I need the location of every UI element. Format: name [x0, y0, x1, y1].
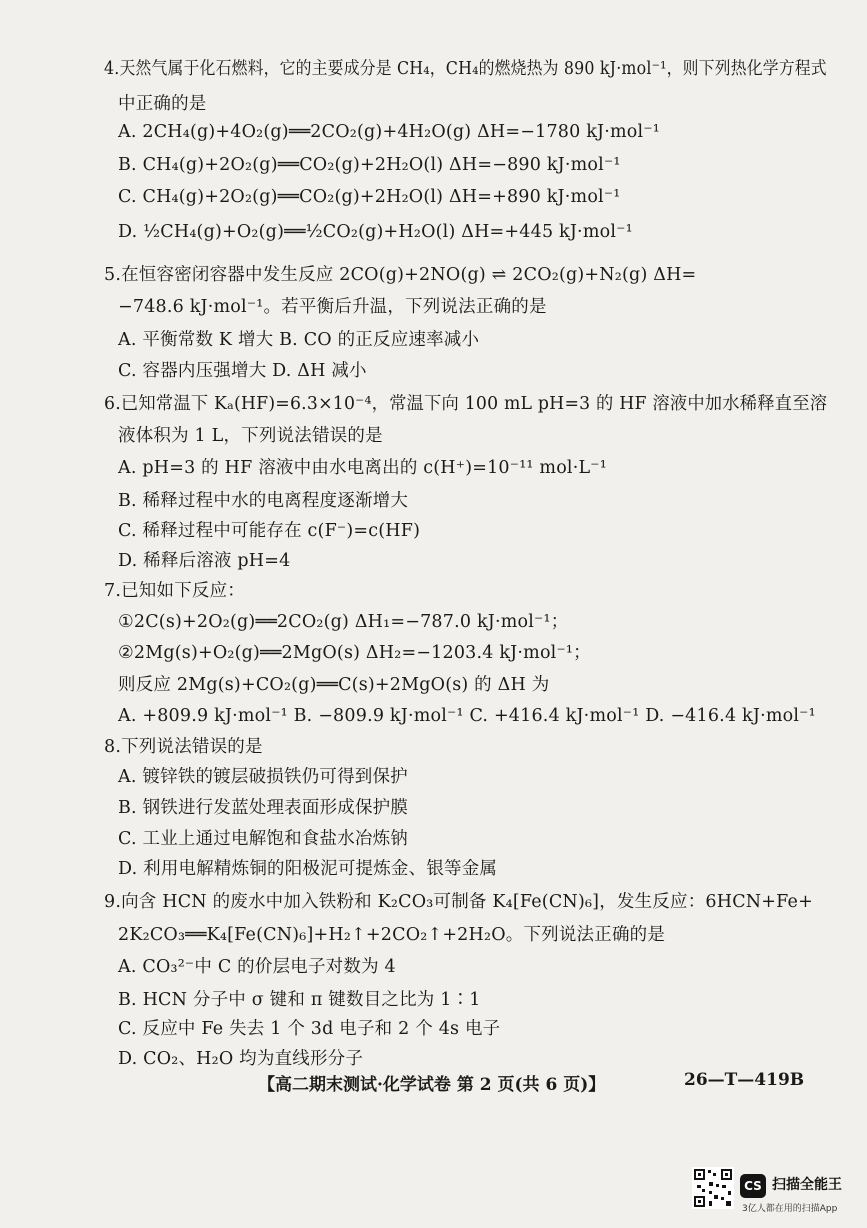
question-line: ①2C(s)+2O₂(g)══2CO₂(g) ΔH₁=−787.0 kJ·mol⁻¹； — [118, 612, 569, 632]
question-line: D. CO₂、H₂O 均为直线形分子 — [118, 1049, 364, 1069]
question-line: A. +809.9 kJ·mol⁻¹ B. −809.9 kJ·mol⁻¹ C. +416.4 kJ·mol⁻¹ D. −416.4 kJ·mol⁻¹ — [118, 706, 816, 726]
question-stem: 5.在恒容密闭容器中发生反应 2CO(g)+2NO(g) ⇌ 2CO₂(g)+N₂(g) ΔH= — [104, 265, 697, 285]
question-line: A. CO₃²⁻中 C 的价层电子对数为 4 — [118, 957, 396, 977]
question-line: A. 平衡常数 K 增大 B. CO 的正反应速率减小 — [118, 330, 480, 350]
question-line: C. 工业上通过电解饱和食盐水冶炼钠 — [118, 829, 408, 849]
question-line: B. HCN 分子中 σ 键和 π 键数目之比为 1∶1 — [118, 990, 481, 1010]
question-line: B. CH₄(g)+2O₂(g)══CO₂(g)+2H₂O(l) ΔH=−890 kJ·mol⁻¹ — [118, 155, 621, 175]
question-stem: 7.已知如下反应： — [104, 581, 245, 601]
scanner-logo-icon: CS — [740, 1174, 766, 1198]
question-stem: 6.已知常温下 Kₐ(HF)=6.3×10⁻⁴，常温下向 100 mL pH=3 的 HF 溶液中加水稀释直至溶 — [104, 394, 828, 414]
question-stem: 8.下列说法错误的是 — [104, 737, 263, 757]
question-line: B. 稀释过程中水的电离程度逐渐增大 — [118, 491, 409, 511]
question-line: C. CH₄(g)+2O₂(g)══CO₂(g)+2H₂O(l) ΔH=+890 kJ·mol⁻¹ — [118, 187, 621, 207]
question-line: 液体积为 1 L，下列说法错误的是 — [118, 426, 383, 446]
question-line: A. 镀锌铁的镀层破损铁仍可得到保护 — [118, 767, 408, 787]
question-stem: 9.向含 HCN 的废水中加入铁粉和 K₂CO₃可制备 K₄[Fe(CN)₆]，发生反应：6HCN+Fe+ — [104, 892, 813, 912]
question-line: D. 利用电解精炼铜的阳极泥可提炼金、银等金属 — [118, 859, 498, 879]
scanner-tagline: 3亿人都在用的扫描App — [742, 1204, 838, 1214]
scanner-app-name: 扫描全能王 — [772, 1177, 842, 1193]
question-stem: 4.天然气属于化石燃料，它的主要成分是 CH₄，CH₄的燃烧热为 890 kJ·mol⁻¹，则下列热化学方程式 — [104, 59, 827, 79]
question-line: D. 稀释后溶液 pH=4 — [118, 551, 291, 571]
question-line: C. 容器内压强增大 D. ΔH 减小 — [118, 361, 367, 381]
question-line: A. 2CH₄(g)+4O₂(g)══2CO₂(g)+4H₂O(g) ΔH=−1780 kJ·mol⁻¹ — [118, 122, 660, 142]
question-line: −748.6 kJ·mol⁻¹。若平衡后升温，下列说法正确的是 — [118, 297, 547, 317]
question-line: ②2Mg(s)+O₂(g)══2MgO(s) ΔH₂=−1203.4 kJ·mol⁻¹； — [118, 643, 591, 663]
question-line: D. ½CH₄(g)+O₂(g)══½CO₂(g)+H₂O(l) ΔH=+445 kJ·mol⁻¹ — [118, 222, 633, 242]
question-line: B. 钢铁进行发蓝处理表面形成保护膜 — [118, 798, 409, 818]
question-line: 中正确的是 — [118, 94, 207, 114]
question-line: A. pH=3 的 HF 溶液中由水电离出的 c(H⁺)=10⁻¹¹ mol·L⁻¹ — [118, 458, 607, 478]
question-line: 则反应 2Mg(s)+CO₂(g)══C(s)+2MgO(s) 的 ΔH 为 — [118, 675, 550, 695]
question-line: 2K₂CO₃══K₄[Fe(CN)₆]+H₂↑+2CO₂↑+2H₂O。下列说法正确的是 — [118, 925, 666, 945]
footer-title: 【高二期末测试·化学试卷 第 2 页(共 6 页)】 — [258, 1075, 606, 1095]
footer-code: 26—T—419B — [684, 1070, 805, 1090]
qr-code-icon — [692, 1167, 734, 1209]
question-line: C. 稀释过程中可能存在 c(F⁻)=c(HF) — [118, 521, 421, 541]
question-line: C. 反应中 Fe 失去 1 个 3d 电子和 2 个 4s 电子 — [118, 1019, 501, 1039]
